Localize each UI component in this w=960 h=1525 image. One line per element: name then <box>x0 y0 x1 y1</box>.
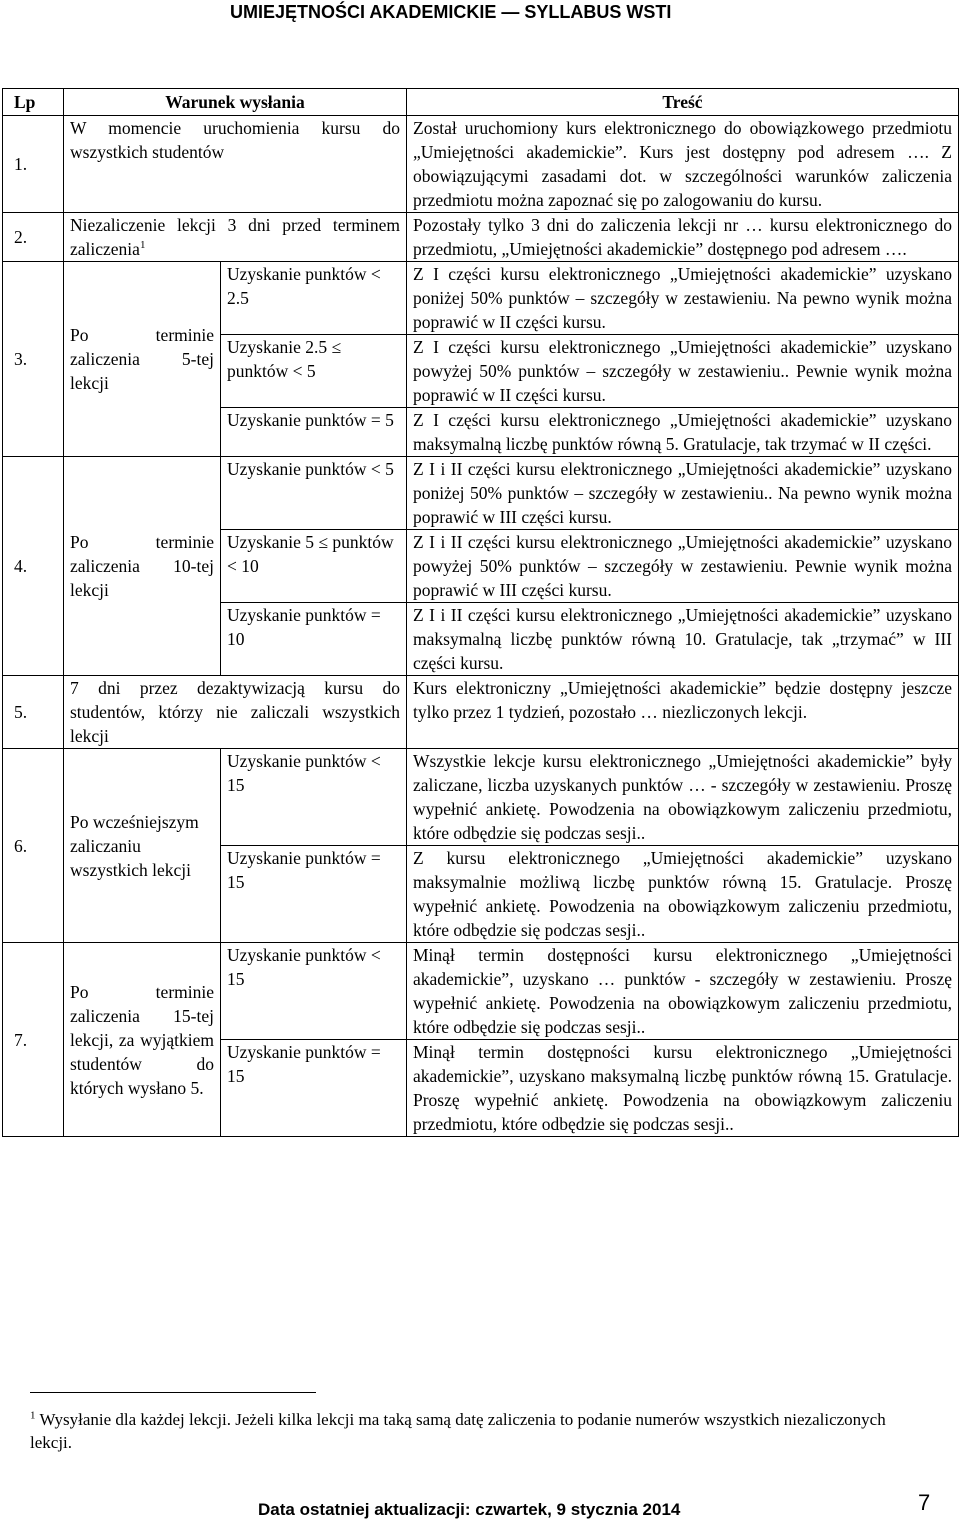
row-condition <box>64 213 407 262</box>
header-warunek: Warunek wysłania <box>64 89 407 116</box>
sub-condition: Uzyskanie punktów = 10 <box>221 603 407 676</box>
row-number: 1. <box>3 116 64 213</box>
condition-text: Niezaliczenie lekcji 3 dni przed terminem zaliczenia <box>70 215 400 259</box>
sub-condition: Uzyskanie punktów = 5 <box>221 408 407 457</box>
header-lp: Lp <box>3 89 64 116</box>
table-row <box>3 457 959 530</box>
row-number: 7. <box>3 943 64 1137</box>
table-row <box>3 116 959 213</box>
sub-condition: Uzyskanie punktów < 15 <box>221 943 407 1040</box>
row-content: Kurs elektroniczny „Umiejętności akademickie” będzie dostępny jeszcze tylko przez 1 tydzień, pozostało … niezliczonych lekcji. <box>407 676 959 749</box>
table-header-row <box>3 89 959 116</box>
row-content: Minął termin dostępności kursu elektronicznego „Umiejętności akademickie”, uzyskano … punktów - szczegóły w zestawieniu. Proszę wypełnić ankietę. Powodzenia na obowiązkowym zaliczeniu przedmiotu, które odbędzie się podczas sesji.. <box>407 943 959 1040</box>
row-content: Został uruchomiony kurs elektronicznego do obowiązkowego przedmiotu „Umiejętności akademickie”. Kurs jest dostępny pod adresem …. Z obowiązującymi zasadami dot. w szczególności warunków zaliczenia przedmiotu można zapoznać się po zalogowaniu do kursu. <box>407 116 959 213</box>
table-row <box>3 676 959 749</box>
sub-condition: Uzyskanie 2.5 ≤ punktów < 5 <box>221 335 407 408</box>
row-condition: Po terminie zaliczenia 10-tej lekcji <box>64 457 221 676</box>
footnote-ref: 1 <box>139 239 146 252</box>
notification-table <box>2 88 959 1137</box>
row-condition: Po terminie zaliczenia 5-tej lekcji <box>64 262 221 457</box>
table-row <box>3 943 959 1040</box>
page-header: UMIEJĘTNOŚCI AKADEMICKIE — SYLLABUS WSTI <box>230 2 672 22</box>
footnote-number: 1 <box>30 1409 36 1422</box>
row-content: Z I części kursu elektronicznego „Umiejętności akademickie” uzyskano maksymalną liczbę punktów równą 5. Gratulacje, tak trzymać w II części. <box>407 408 959 457</box>
row-content: Wszystkie lekcje kursu elektronicznego „Umiejętności akademickie” były zaliczane, liczba uzyskanych punktów … - szczegóły w zestawieniu. Proszę wypełnić ankietę. Powodzenia na obowiązkowym zaliczeniu przedmiotu, które odbędzie się podczas sesji.. <box>407 749 959 846</box>
row-condition: Po wcześniejszym zaliczaniu wszystkich lekcji <box>64 749 221 943</box>
footnote <box>30 1408 930 1454</box>
row-content: Z I części kursu elektronicznego „Umiejętności akademickie” uzyskano poniżej 50% punktów – szczegóły w zestawieniu. Na pewno wynik można poprawić w II części kursu. <box>407 262 959 335</box>
row-condition: Po terminie zaliczenia 15-tej lekcji, za wyjątkiem studentów do których wysłano 5. <box>64 943 221 1137</box>
sub-condition: Uzyskanie punktów < 15 <box>221 749 407 846</box>
sub-condition: Uzyskanie punktów < 2.5 <box>221 262 407 335</box>
sub-condition: Uzyskanie punktów = 15 <box>221 1040 407 1137</box>
row-condition: W momencie uruchomienia kursu do wszystkich studentów <box>64 116 407 213</box>
row-content: Z I i II części kursu elektronicznego „Umiejętności akademickie” uzyskano maksymalną liczbę punktów równą 10. Gratulacje, tak „trzymać” w III części kursu. <box>407 603 959 676</box>
footnote-text: Wysyłanie dla każdej lekcji. Jeżeli kilka lekcji ma taką samą datę zaliczenia to podanie numerów wszystkich niezaliczonych lekcji. <box>30 1410 886 1452</box>
row-content: Z I części kursu elektronicznego „Umiejętności akademickie” uzyskano powyżej 50% punktów – szczegóły w zestawieniu.. Pewnie wynik można poprawić w II części kursu. <box>407 335 959 408</box>
footnote-separator <box>30 1392 316 1393</box>
table-row <box>3 213 959 262</box>
row-number: 3. <box>3 262 64 457</box>
row-number: 4. <box>3 457 64 676</box>
sub-condition: Uzyskanie punktów < 5 <box>221 457 407 530</box>
row-number: 5. <box>3 676 64 749</box>
page-number: 7 <box>918 1490 931 1515</box>
row-content: Z kursu elektronicznego „Umiejętności akademickie” uzyskano maksymalnie możliwą liczbę punktów równą 15. Gratulacje. Proszę wypełnić ankietę. Powodzenia na obowiązkowym zaliczeniu przedmiotu, które odbędzie się podczas sesji.. <box>407 846 959 943</box>
header-tresc: Treść <box>407 89 959 116</box>
sub-condition: Uzyskanie 5 ≤ punktów < 10 <box>221 530 407 603</box>
sub-condition: Uzyskanie punktów = 15 <box>221 846 407 943</box>
row-number: 6. <box>3 749 64 943</box>
row-number: 2. <box>3 213 64 262</box>
footer-last-updated: Data ostatniej aktualizacji: czwartek, 9 stycznia 2014 <box>258 1500 681 1519</box>
row-condition: 7 dni przez dezaktywizacją kursu do studentów, którzy nie zaliczali wszystkich lekcji <box>64 676 407 749</box>
row-content: Z I i II części kursu elektronicznego „Umiejętności akademickie” uzyskano powyżej 50% punktów – szczegóły w zestawieniu. Pewnie wynik można poprawić w III części kursu. <box>407 530 959 603</box>
row-content: Z I i II części kursu elektronicznego „Umiejętności akademickie” uzyskano poniżej 50% punktów – szczegóły w zestawieniu.. Na pewno wynik można poprawić w III części kursu. <box>407 457 959 530</box>
row-content: Pozostały tylko 3 dni do zaliczenia lekcji nr … kursu elektronicznego do przedmiotu, „Umiejętności akademickie” dostępnego pod adresem …. <box>407 213 959 262</box>
table-row <box>3 749 959 846</box>
table-row <box>3 262 959 335</box>
row-content: Minął termin dostępności kursu elektronicznego „Umiejętności akademickie”, uzyskano maksymalną liczbę punktów równą 15. Gratulacje. Proszę wypełnić ankietę. Powodzenia na obowiązkowym zaliczeniu przedmiotu, które odbędzie się podczas sesji.. <box>407 1040 959 1137</box>
